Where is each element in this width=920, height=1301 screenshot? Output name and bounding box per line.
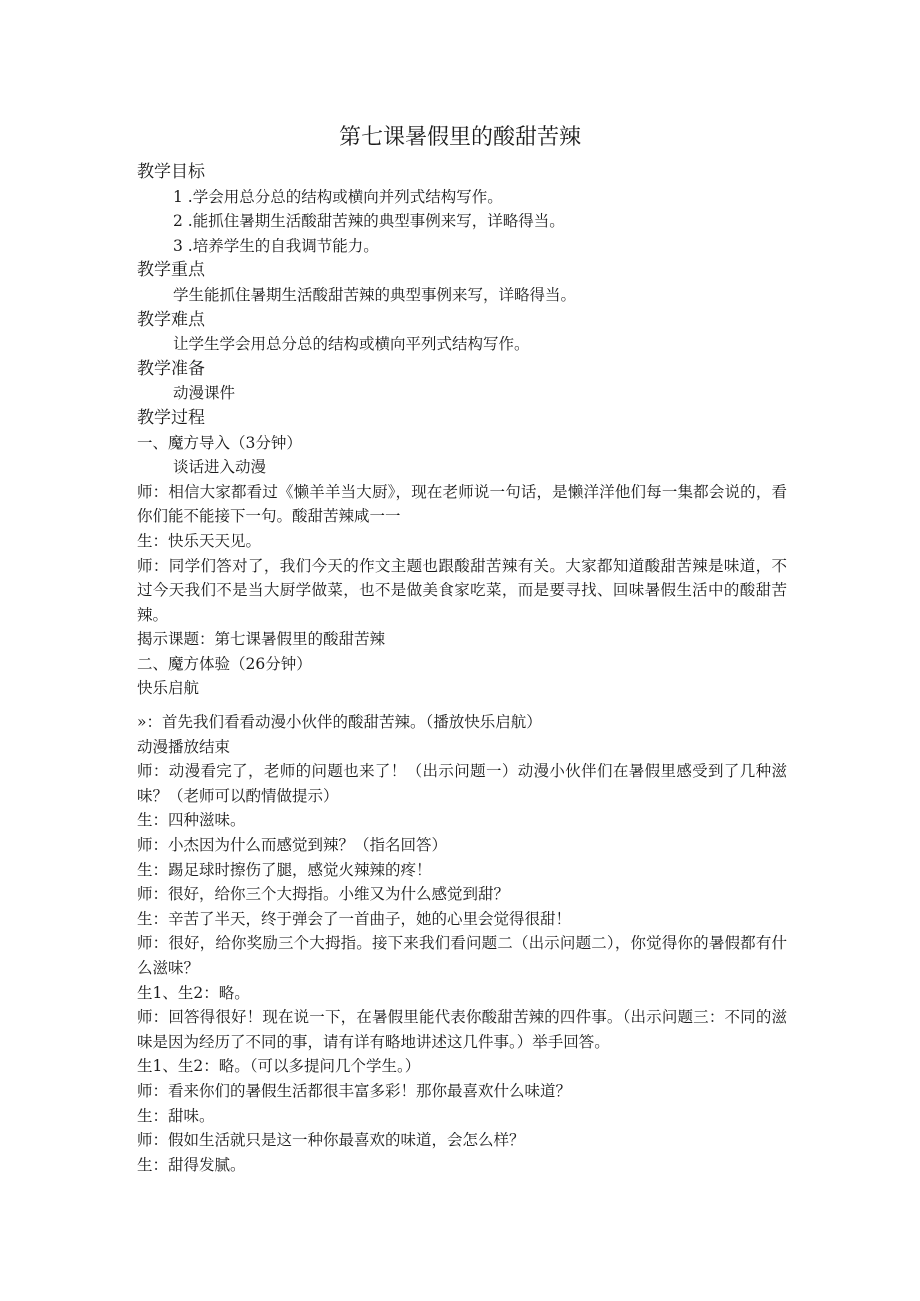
text-line: 师：回答得很好！现在说一下，在暑假里能代表你酸甜苦辣的四件事。（出示问题三：不同的滋味是因为经历了不同的事，请有详有略地讲述这几件事。）举手回答。: [137, 1008, 787, 1051]
section-heading: 教学难点: [137, 309, 205, 330]
text-line: 一、魔方导入（3分钟）: [137, 433, 302, 452]
text-line: 让学生学会用总分总的结构或横向平列式结构写作。: [173, 335, 530, 354]
text-line: 师：很好，给你奖励三个大拇指。接下来我们看问题二（出示问题二），你觉得你的暑假都有什么滋味？: [137, 934, 787, 977]
text-line: 师：相信大家都看过《懒羊羊当大厨》，现在老师说一句话，是懒洋洋他们每一集都会说的，看你们能不能接下一句。酸甜苦辣咸一一: [137, 482, 787, 526]
text-line: 动漫播放结束: [137, 737, 231, 756]
section-heading: 教学准备: [137, 358, 205, 379]
text-line: 生：辛苦了半天，终于弹会了一首曲子，她的心里会觉得很甜！: [137, 909, 572, 928]
text-line: 师：假如生活就只是这一种你最喜欢的味道，会怎么样？: [137, 1131, 525, 1150]
text-line: 生1、生2：略。（可以多提问几个学生。）: [137, 1057, 421, 1076]
text-line: 生：四种滋味。: [137, 811, 246, 830]
text-line: 师：小杰因为什么而感觉到辣？（指名回答）: [137, 836, 448, 855]
text-line: 3 .培养学生的自我调节能力。: [173, 236, 379, 255]
text-line: 师：动漫看完了，老师的问题也来了！（出示问题一）动漫小伙伴们在暑假里感受到了几种滋味？（老师可以酌情做提示）: [137, 762, 787, 805]
section-heading: 教学重点: [137, 260, 205, 281]
text-line: 动漫课件: [173, 384, 236, 403]
section-heading: 教学过程: [137, 407, 205, 428]
text-line: 生：甜得发腻。: [137, 1155, 246, 1174]
text-line: 学生能抓住暑期生活酸甜苦辣的典型事例来写，详略得当。: [173, 285, 577, 304]
text-line: 师：看来你们的暑假生活都很丰富多彩！那你最喜欢什么味道？: [137, 1081, 572, 1100]
text-line: 谈话进入动漫: [173, 458, 267, 477]
text-line: 生：甜味。: [137, 1106, 215, 1125]
text-line: 二、魔方体验（26分钟）: [137, 654, 312, 673]
document-body: [137, 160, 787, 1177]
text-line: »：首先我们看看动漫小伙伴的酸甜苦辣。（播放快乐启航）: [137, 713, 542, 732]
document-title: 第七课暑假里的酸甜苦辣: [338, 125, 581, 150]
text-line: 2 .能抓住暑期生活酸甜苦辣的典型事例来写，详略得当。: [173, 212, 565, 231]
text-line: 师：同学们答对了，我们今天的作文主题也跟酸甜苦辣有关。大家都知道酸甜苦辣是味道，不过今天我们不是当大厨学做菜，也不是做美食家吃菜，而是要寻找、回味暑假生活中的酸甜苦辣。: [137, 556, 787, 624]
text-line: 快乐启航: [137, 679, 200, 698]
text-line: 师：很好，给你三个大拇指。小维又为什么感觉到甜？: [137, 885, 510, 904]
text-line: 生：快乐天天见。: [137, 531, 262, 550]
text-line: 生1、生2：略。: [137, 983, 250, 1002]
text-line: 揭示课题：第七课暑假里的酸甜苦辣: [137, 630, 386, 649]
text-line: 生：踢足球时擦伤了腿，感觉火辣辣的疼！: [137, 860, 432, 879]
text-line: 1 .学会用总分总的结构或横向并列式结构写作。: [173, 187, 503, 206]
section-heading: 教学目标: [137, 162, 205, 182]
